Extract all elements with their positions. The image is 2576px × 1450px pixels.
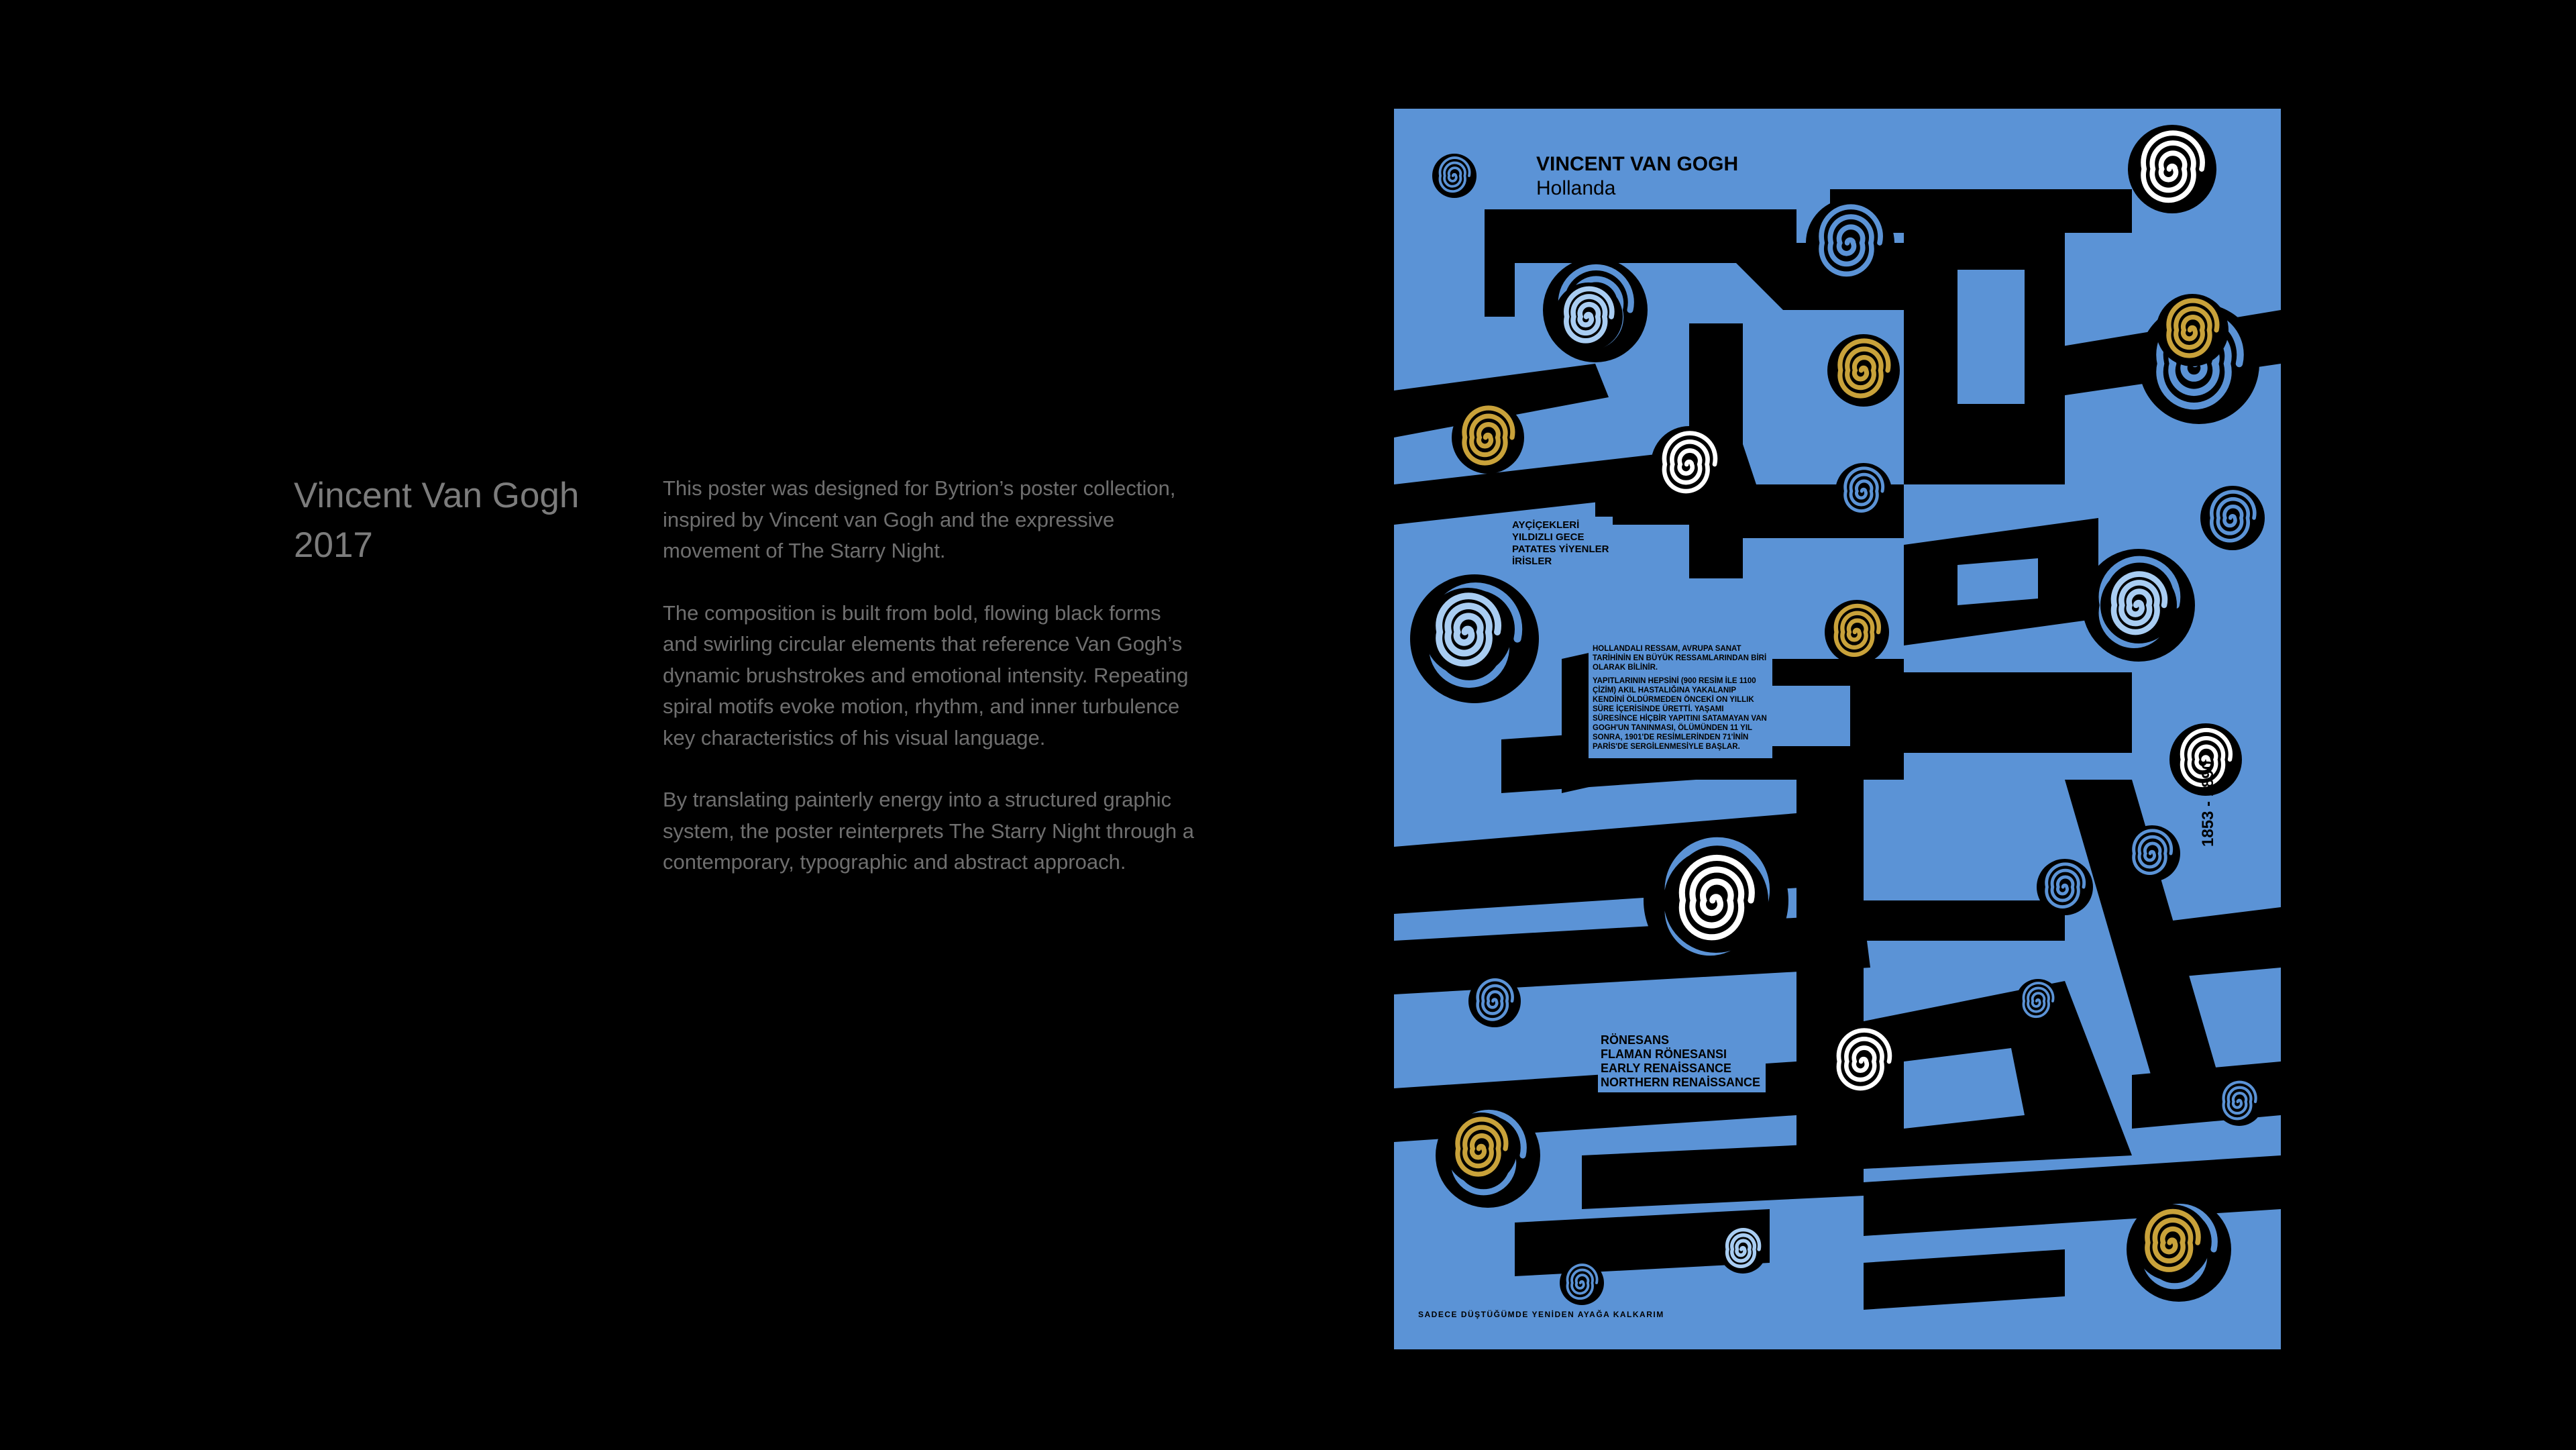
poster-period-item: RÖNESANS [1601, 1033, 1670, 1047]
poster-artist-name: VINCENT VAN GOGH [1536, 153, 1739, 175]
poster-work-item: PATATES YİYENLER [1512, 543, 1609, 555]
poster-works-list [1509, 517, 1613, 569]
poster-period-item: NORTHERN RENAİSSANCE [1601, 1076, 1761, 1089]
poster-biography [1589, 641, 1772, 758]
poster-country: Hollanda [1536, 177, 1616, 199]
poster-periods-list [1598, 1031, 1766, 1092]
project-title-block [294, 471, 579, 570]
poster-footer-quote: SADECE DÜŞTÜĞÜMDE YENİDEN AYAĞA KALKARIM [1418, 1310, 1664, 1319]
description-paragraph: The composition is built from bold, flowing black forms and swirling circular elements that reference Van Gogh’s dynamic brushstrokes and emotional intensity. Repeating spiral motifs evoke motion, rhythm, and inner turbulence key characteristics of his visual language. [663, 601, 1189, 749]
poster-period-item: EARLY RENAİSSANCE [1601, 1061, 1732, 1075]
poster-bio-paragraph: YAPITLARININ HEPSİNİ (900 RESİM İLE 1100 ÇİZİM) AKIL HASTALIĞINA YAKALANIP KENDİNİ ÖLDÜRMEDEN ÖNCEKİ ON YILLIK SÜRE İÇERİSİNDE ÜRETTİ. YAŞAMI SÜRESİNCE HİÇBİR YAPITINI SATAMAYAN VAN GOGH'UN TANINMASI, ÖLÜMÜNDEN 11 YIL SONRA, 1901'DE RESİMLERİNDEN 71'İNİN PARİS'DE SERGİLENMESİYLE BAŞLAR. [1593, 677, 1767, 751]
poster-work-item: AYÇİÇEKLERİ [1512, 519, 1580, 531]
project-description [663, 473, 1199, 909]
description-paragraph: By translating painterly energy into a structured graphic system, the poster reinterprets The Starry Night through a contemporary, typographic and abstract approach. [663, 788, 1195, 874]
description-paragraph: This poster was designed for Bytrion’s poster collection, inspired by Vincent van Gogh and the expressive movement of The Starry Night. [663, 476, 1176, 562]
project-year: 2017 [294, 525, 373, 565]
poster [1394, 109, 2281, 1349]
poster-period-item: FLAMAN RÖNESANSI [1601, 1047, 1727, 1061]
poster-bio-paragraph: HOLLANDALI RESSAM, AVRUPA SANAT TARİHİNİN EN BÜYÜK RESSAMLARINDAN BİRİ OLARAK BİLİNİR. [1593, 645, 1767, 672]
poster-artwork [1394, 109, 2281, 1349]
poster-years: 1853 - 1890 [2199, 760, 2217, 847]
project-title: Vincent Van Gogh [294, 476, 580, 515]
poster-work-item: YILDIZLI GECE [1512, 531, 1585, 543]
poster-work-item: İRİSLER [1512, 556, 1552, 567]
